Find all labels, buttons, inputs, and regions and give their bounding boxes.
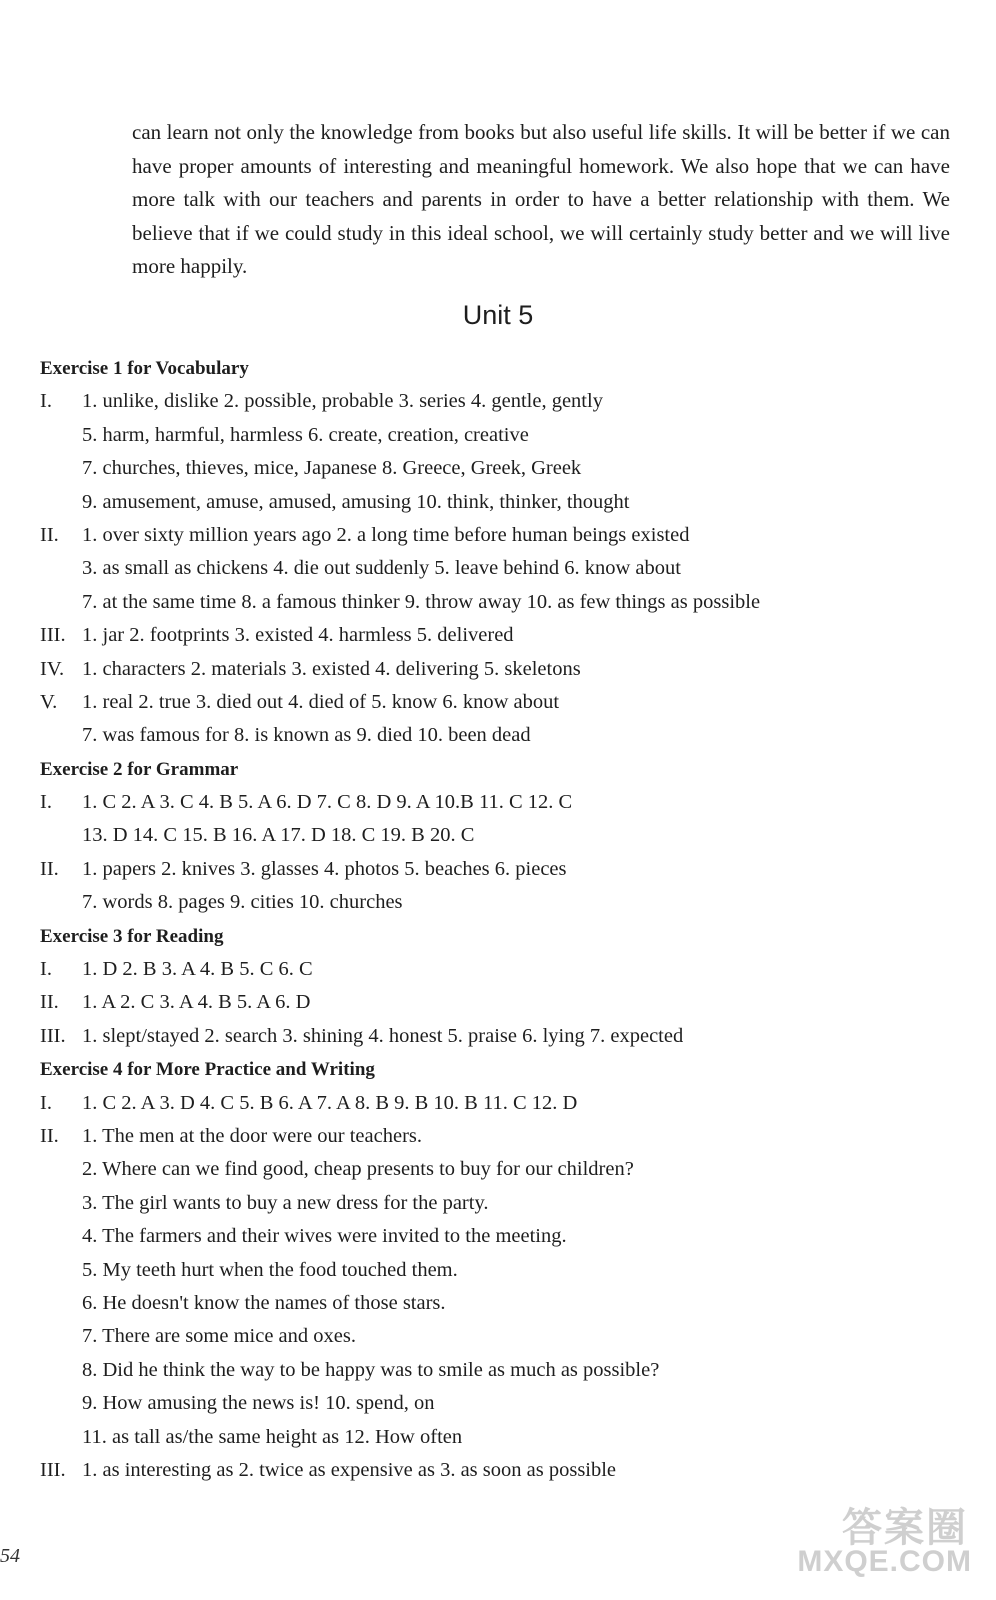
ex1-II-line-1 [40, 519, 960, 552]
ex2-I-line-2: 13. D 14. C 15. B 16. A 17. D 18. C 19. B 20. C [82, 824, 475, 847]
ex1-II-line-2: 3. as small as chickens 4. die out suddenly 5. leave behind 6. know about [82, 557, 681, 580]
section-label: III. [40, 624, 66, 647]
answer-text: 1. characters 2. materials 3. existed 4. delivering 5. skeletons [82, 657, 581, 680]
ex3-II-line-1 [40, 986, 960, 1019]
ex1-V-line-2: 7. was famous for 8. is known as 9. died 10. been dead [82, 724, 531, 747]
answer-text: 1. slept/stayed 2. search 3. shining 4. honest 5. praise 6. lying 7. expected [82, 1024, 684, 1047]
ex4-I-line-1 [40, 1087, 960, 1120]
ex4-II-line-6: 6. He doesn't know the names of those stars. [82, 1291, 446, 1314]
watermark-logo: 答案圈 [842, 1506, 968, 1550]
section-label: V. [40, 690, 58, 713]
answer-text: 1. jar 2. footprints 3. existed 4. harmless 5. delivered [82, 624, 514, 647]
ex4-III-line-1 [40, 1454, 960, 1487]
answer-text: 1. over sixty million years ago 2. a long time before human beings existed [82, 523, 690, 546]
exercise-2-heading: Exercise 2 for Grammar [40, 758, 239, 780]
ex4-II-line-3: 3. The girl wants to buy a new dress for the party. [82, 1191, 489, 1214]
ex1-V-line-1 [40, 686, 960, 719]
exercise-3-heading: Exercise 3 for Reading [40, 925, 224, 947]
ex1-IV-line-1 [40, 653, 960, 686]
section-label: I. [40, 791, 52, 814]
answer-text: 1. C 2. A 3. D 4. C 5. B 6. A 7. A 8. B 9. B 10. B 11. C 12. D [82, 1091, 578, 1114]
unit-title: Unit 5 [462, 300, 534, 330]
ex4-II-line-4: 4. The farmers and their wives were invited to the meeting. [82, 1225, 567, 1248]
answer-text: 1. A 2. C 3. A 4. B 5. A 6. D [82, 991, 311, 1014]
section-label: II. [40, 1124, 59, 1147]
ex4-II-line-1 [40, 1120, 960, 1153]
ex2-I-line-1 [40, 786, 960, 819]
section-label: II. [40, 523, 59, 546]
exercise-1-heading: Exercise 1 for Vocabulary [40, 358, 249, 379]
section-label: III. [40, 1024, 66, 1047]
ex2-II-line-2: 7. words 8. pages 9. cities 10. churches [82, 891, 403, 914]
answers-body [40, 352, 960, 1487]
answer-text: 1. as interesting as 2. twice as expensive as 3. as soon as possible [82, 1458, 617, 1481]
essay-paragraph: can learn not only the knowledge from books but also useful life skills. It will be better if we can have proper amounts of interesting and meaningful homework. We also hope that we can have more talk with our teachers and parents in order to have a better relationship with them. We believe that if we could study in this ideal school, we will certainly study better and we will live more happily. [132, 120, 950, 279]
ex1-I-line-3: 7. churches, thieves, mice, Japanese 8. Greece, Greek, Greek [82, 457, 582, 480]
section-label: II. [40, 991, 59, 1014]
answer-text: 1. The men at the door were our teachers. [82, 1124, 423, 1147]
answer-text: 1. papers 2. knives 3. glasses 4. photos 5. beaches 6. pieces [82, 857, 567, 880]
ex3-I-line-1 [40, 953, 960, 986]
answer-text: 1. C 2. A 3. C 4. B 5. A 6. D 7. C 8. D 9. A 10.B 11. C 12. C [82, 791, 573, 814]
ex2-II-line-1 [40, 853, 960, 886]
section-label: II. [40, 857, 59, 880]
answer-text: 1. unlike, dislike 2. possible, probable 3. series 4. gentle, gently [82, 390, 603, 413]
section-label: I. [40, 1091, 52, 1114]
page-number: 54 [0, 1545, 20, 1567]
section-label: I. [40, 390, 52, 413]
answer-text: 1. D 2. B 3. A 4. B 5. C 6. C [82, 958, 313, 981]
ex1-III-line-1 [40, 619, 960, 652]
ex4-II-line-9: 9. How amusing the news is! 10. spend, on [82, 1392, 435, 1415]
ex1-I-line-2: 5. harm, harmful, harmless 6. create, creation, creative [82, 423, 529, 446]
ex3-III-line-1 [40, 1020, 960, 1053]
ex4-II-line-5: 5. My teeth hurt when the food touched them. [82, 1258, 458, 1281]
ex1-I-line-1 [40, 385, 960, 418]
ex4-II-line-2: 2. Where can we find good, cheap presents to buy for our children? [82, 1158, 634, 1181]
ex1-I-line-4: 9. amusement, amuse, amused, amusing 10. think, thinker, thought [82, 490, 630, 513]
section-label: III. [40, 1458, 66, 1481]
section-label: I. [40, 958, 52, 981]
ex4-II-line-8: 8. Did he think the way to be happy was to smile as much as possible? [82, 1358, 660, 1381]
watermark-url: MXQE.COM [797, 1545, 972, 1578]
section-label: IV. [40, 657, 65, 680]
ex4-II-line-7: 7. There are some mice and oxes. [82, 1325, 356, 1348]
ex1-II-line-3: 7. at the same time 8. a famous thinker 9. throw away 10. as few things as possible [82, 590, 761, 613]
ex4-II-line-10: 11. as tall as/the same height as 12. How often [82, 1425, 463, 1448]
exercise-4-heading: Exercise 4 for More Practice and Writing [40, 1059, 375, 1081]
answer-text: 1. real 2. true 3. died out 4. died of 5. know 6. know about [82, 690, 560, 713]
